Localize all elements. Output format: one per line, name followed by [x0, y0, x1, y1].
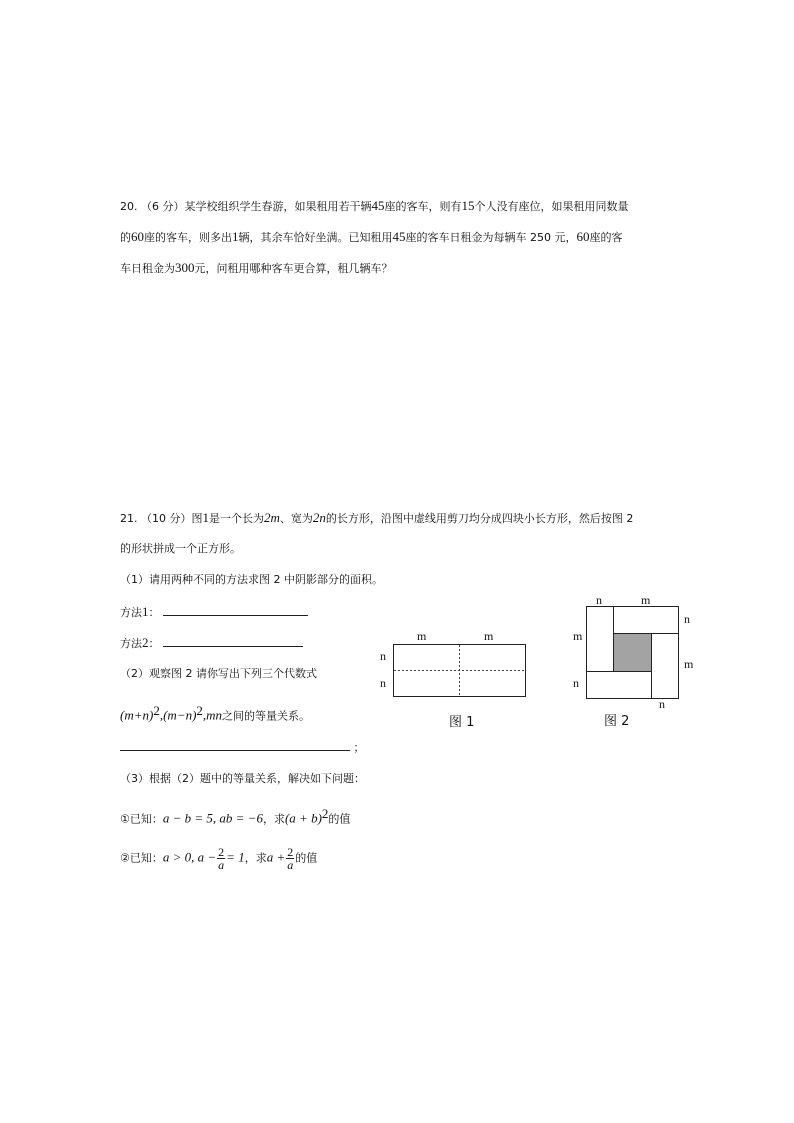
sub2-expression: a + — [266, 849, 286, 865]
exponent: 2 — [196, 703, 203, 718]
q20-text: 辆，其余车恰好坐满。已知租用 — [238, 231, 393, 244]
method-2-row — [120, 634, 303, 652]
q20-text: 的 — [120, 231, 131, 244]
q21-text: ，求 — [262, 812, 285, 826]
separator: , — [202, 707, 207, 723]
method-2-answer-blank[interactable] — [163, 634, 303, 647]
q20-number: 1 — [232, 229, 239, 244]
q21-text: ，求 — [244, 851, 267, 865]
q21-part-2: （2）观察图 2 请你写出下列三个代数式 — [120, 667, 317, 680]
q20-number: 60 — [576, 229, 590, 244]
q21-math: 2m — [263, 510, 280, 525]
q20-line-3 — [120, 260, 393, 277]
exponent: 2 — [153, 703, 160, 718]
fraction-numerator: 2 — [287, 845, 294, 859]
exponent: 2 — [321, 806, 329, 821]
q20-number: 15 — [461, 198, 475, 213]
expr-m-plus-n: (m+n) — [120, 707, 154, 723]
q21-text: 是一个长为 — [208, 512, 264, 525]
q21-text: ②已知： — [120, 851, 163, 865]
method-number: 2 — [142, 635, 149, 650]
q20-text: 座的客车，则多出 — [144, 231, 232, 244]
q21-number: 1 — [202, 510, 209, 525]
q21-math: 2n — [312, 510, 326, 525]
q21-text: 的值 — [328, 812, 351, 826]
q20-text: 个人没有座位，如果租用同数量 — [474, 200, 629, 213]
method-label: 方法 — [120, 637, 142, 650]
method-colon: ： — [148, 606, 160, 619]
label-m: m — [484, 629, 494, 643]
figure-2 — [570, 592, 700, 732]
q20-text: 车日租金为 — [120, 262, 175, 275]
method-colon: ： — [148, 637, 160, 650]
method-number: 1 — [142, 604, 149, 619]
label-n: n — [380, 676, 386, 690]
q20-text: 座的客 — [589, 231, 623, 244]
q20-text: 元，问租用哪种客车更合算，租几辆车？ — [194, 262, 393, 275]
q21-sub-2 — [120, 846, 317, 871]
fraction-denominator: a — [287, 858, 294, 872]
q21-expressions — [120, 703, 310, 725]
q21-part-3: （3）根据（2）题中的等量关系，解决如下问题： — [120, 772, 365, 785]
q20-number: 60 — [131, 229, 144, 244]
sub2-condition: a > 0, a − — [162, 849, 217, 865]
fraction-numerator: 2 — [218, 845, 225, 859]
figure-1-caption: 图 1 — [449, 715, 475, 730]
figure-1 — [360, 625, 540, 735]
figure-2-drawing — [570, 592, 700, 702]
relation-row — [120, 738, 365, 756]
fraction-denominator: a — [218, 858, 225, 872]
method-1-answer-blank[interactable] — [163, 603, 308, 616]
q20-text: 20. （6 分）某学校组织学生春游，如果租用若干辆 — [120, 200, 372, 213]
q21-line-1 — [120, 510, 633, 527]
q21-text: ①已知： — [120, 812, 163, 826]
q21-text: 之间的等量关系。 — [222, 709, 311, 723]
q20-text: 座的客车日租金为每辆车 250 元， — [405, 231, 577, 244]
q21-text: 、宽为 — [279, 512, 313, 525]
label-m: m — [417, 629, 427, 643]
label-m: m — [641, 593, 651, 607]
figure-2-caption: 图 2 — [604, 714, 630, 729]
q20-text: 座的客车，则有 — [384, 200, 462, 213]
q20-number: 300 — [175, 260, 195, 275]
q20-number: 45 — [371, 198, 385, 213]
expr-m-minus-n: (m−n) — [163, 707, 197, 723]
label-n: n — [659, 697, 665, 711]
relation-answer-blank[interactable] — [120, 738, 350, 751]
fraction — [286, 846, 294, 871]
figure-1-drawing — [360, 625, 540, 705]
q20-line-1 — [120, 198, 628, 215]
label-m: m — [684, 657, 694, 671]
q21-text: 的值 — [295, 851, 318, 865]
q21-text: 21. （10 分）图 — [120, 512, 203, 525]
label-n: n — [684, 612, 690, 626]
sub1-condition: a − b = 5, ab = −6 — [162, 810, 263, 826]
sub2-condition: = 1 — [226, 849, 245, 865]
label-n: n — [596, 593, 602, 607]
separator: , — [159, 707, 164, 723]
q20-line-2 — [120, 229, 623, 246]
expr-mn: mn — [206, 707, 223, 723]
q21-line-2: 的形状拼成一个正方形。 — [120, 542, 241, 555]
label-n: n — [380, 649, 386, 663]
q20-number: 45 — [392, 229, 406, 244]
label-n: n — [573, 676, 579, 690]
q21-text: 的长方形，沿图中虚线用剪刀均分成四块小长方形，然后按图 2 — [325, 512, 634, 525]
q21-sub-1 — [120, 806, 350, 828]
method-label: 方法 — [120, 606, 142, 619]
fraction — [217, 846, 225, 871]
shaded-square — [614, 634, 652, 672]
sub1-expression: (a + b) — [284, 810, 322, 826]
q21-part-1: （1）请用两种不同的方法求图 2 中阴影部分的面积。 — [120, 573, 383, 586]
method-1-row — [120, 603, 308, 621]
label-m: m — [573, 629, 583, 643]
semicolon: ； — [353, 741, 365, 754]
